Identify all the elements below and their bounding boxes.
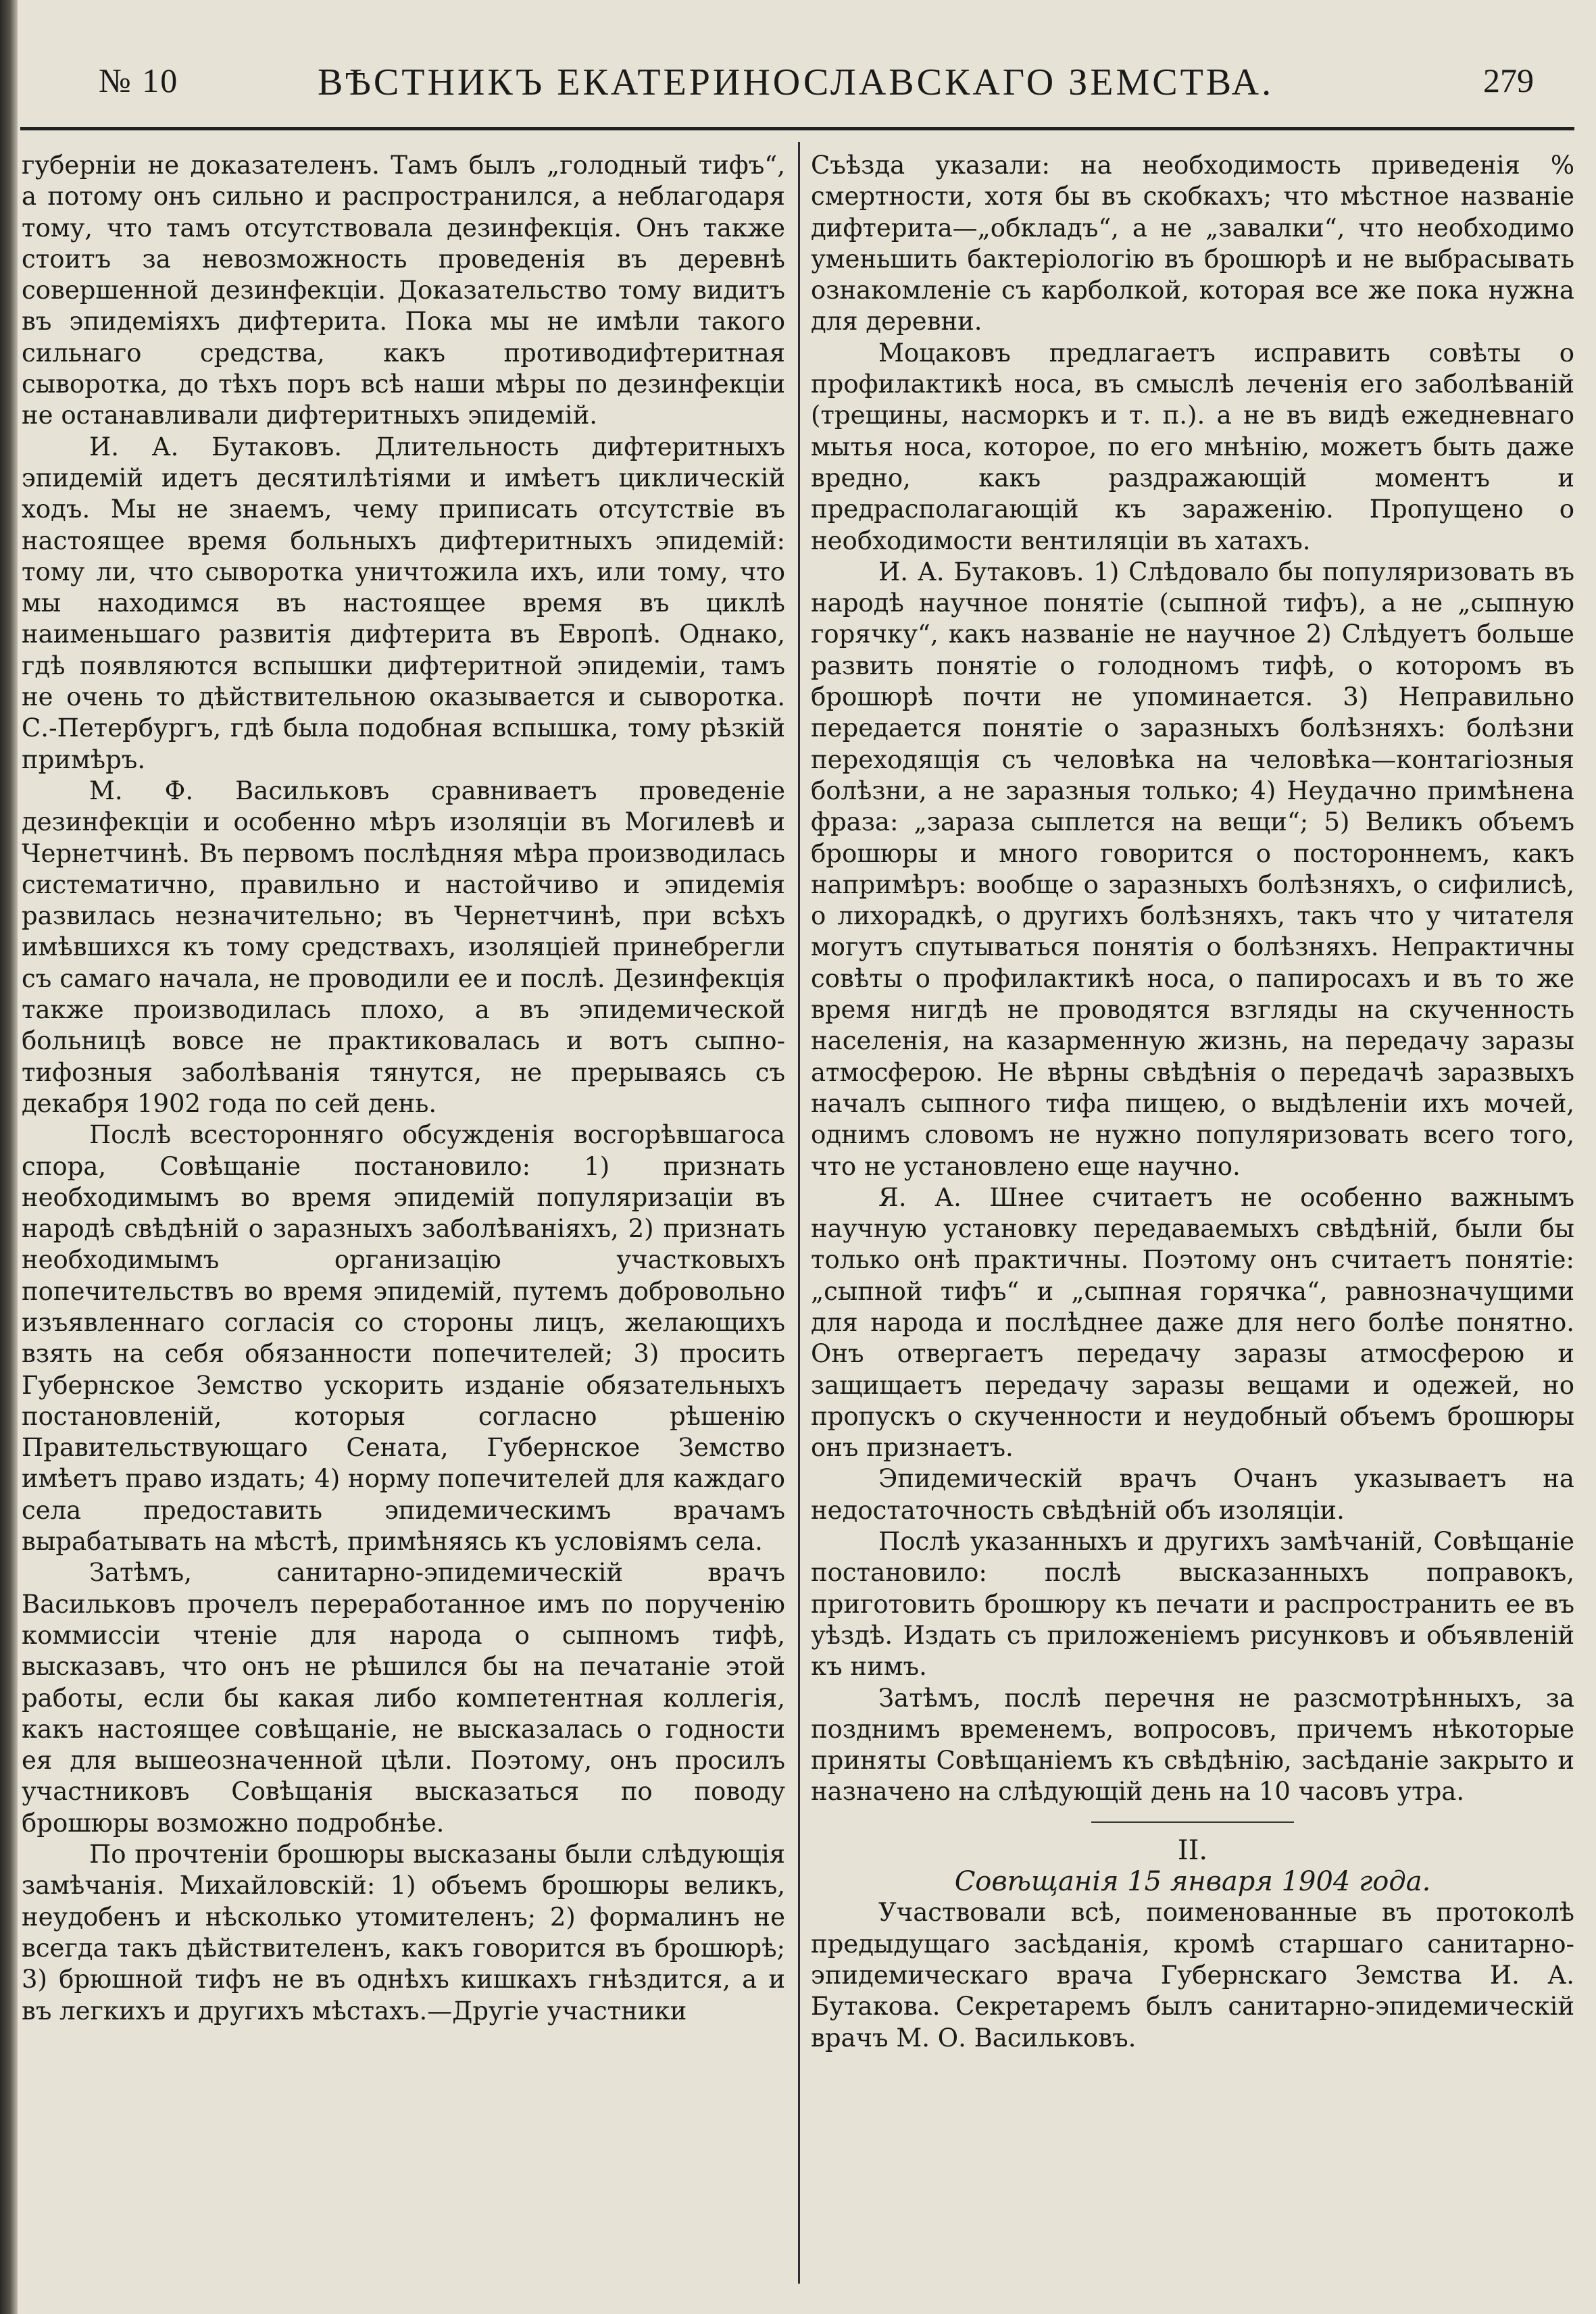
issue-number: № 10: [99, 61, 179, 99]
paragraph: Съѣзда указали: на необходимость приведенія % смертности, хотя бы въ скобкахъ; что мѣстное названіе дифтерита—„обкладъ“, а не „завалки“, что необходимо уменьшить бактеріологію въ брошюрѣ и не выбрасывать ознакомленіе съ карболкой, которая все же пока нужна для деревни.: [811, 151, 1574, 336]
paragraph: По прочтеніи брошюры высказаны были слѣдующія замѣчанія. Михайловскій: 1) объемъ брошюры великъ, неудобенъ и нѣсколько утомителенъ; 2) формалинъ не всегда такъ дѣйствителенъ, какъ говорится въ брошюрѣ; 3) брюшной тифъ не въ однѣхъ кишкахъ гнѣздится, а и въ легкихъ и другихъ мѣстахъ.—Другіе участники: [22, 1840, 785, 2026]
column-divider: [798, 142, 800, 2284]
paragraph: Послѣ всесторонняго обсужденія восгорѣвшагоса спора, Совѣщаніе постановило: 1) признать необходимымъ во время эпидемій популяризаціи въ народѣ свѣдѣній о заразныхъ заболѣваніяхъ, 2) признать необходимымъ организацію участковыхъ попечительствъ во время эпидемій, путемъ добровольно изъявленнаго согласія со стороны лицъ, желающихъ взять на себя обязанности попечителей; 3) просить Губернское Земство ускорить изданіе обязательныхъ постановленій, которыя согласно рѣшенію Правительствующаго Сената, Губернское Земство имѣетъ право издать; 4) норму попечителей для каждаго села предоставить эпидемическимъ врачамъ вырабатывать на мѣстѣ, примѣняясь къ условіямъ села.: [22, 1120, 785, 1557]
paragraph: губерніи не доказателенъ. Тамъ былъ „голодный тифъ“, а потому онъ сильно и распространился, а неблагодаря тому, что тамъ отсутствовала дезинфекція. Онъ также стоитъ за невозможность проведенія въ деревнѣ совершенной дезинфекціи. Доказательство тому видитъ въ эпидеміяхъ дифтерита. Пока мы не имѣли такого сильнаго средства, какъ противодифтеритная сыворотка, до тѣхъ поръ всѣ наши мѣры по дезинфекціи не останавливали дифтеритныхъ эпидемій.: [22, 151, 785, 430]
paragraph: И. А. Бутаковъ. 1) Слѣдовало бы популяризовать въ народѣ научное понятіе (сыпной тифъ), а не „сыпную горячку“, какъ названіе не научное 2) Слѣдуетъ больше развить понятіе о голодномъ тифѣ, о которомъ въ брошюрѣ почти не упоминается. 3) Неправильно передается понятіе о заразныхъ болѣзняхъ: болѣзни переходящія съ человѣка на человѣка—контагіозныя болѣзни, а не заразныя только; 4) Неудачно примѣнена фраза: „зараза сыплется на вещи“; 5) Великъ объемъ брошюры и много говорится о постороннемъ, какъ напримѣръ: вообще о заразныхъ болѣзняхъ, о сифилисѣ, о лихорадкѣ, о другихъ болѣзняхъ, такъ что у читателя могутъ спутываться понятія о болѣзняхъ. Непрактичны совѣты о профилактикѣ носа, о папиросахъ и въ то же время нигдѣ не проводятся взгляды на скученность населенія, на казарменную жизнь, на передачу заразы атмосферою. Не вѣрны свѣдѣнія о передачѣ заразвыхъ началъ сыпного тифа пищею, о выдѣленіи ихъ мочей, однимъ словомъ не нужно популяризовать всего того, что не установлено еще научно.: [811, 557, 1574, 1181]
paragraph: Эпидемическій врачъ Очанъ указываетъ на недостаточность свѣдѣній объ изоляціи.: [811, 1464, 1574, 1525]
paragraph: Затѣмъ, санитарно-эпидемическій врачъ Васильковъ прочелъ переработанное имъ по порученію коммиссіи чтеніе для народа о сыпномъ тифѣ, высказавъ, что онъ не рѣшился бы на печатаніе этой работы, если бы какая либо компетентная коллегія, какъ настоящее совѣщаніе, не высказалась о годности ея для вышеозначенной цѣли. Поэтому, онъ просилъ участниковъ Совѣщанія высказаться по поводу брошюры возможно подробнѣе.: [22, 1558, 785, 1838]
paragraph: Затѣмъ, послѣ перечня не разсмотрѣнныхъ, за позднимъ временемъ, вопросовъ, причемъ нѣкоторые приняты Совѣщаніемъ къ свѣдѣнію, засѣданіе закрыто и назначено на слѣдующій день на 10 часовъ утра.: [811, 1683, 1574, 1807]
page-number: 279: [1483, 61, 1534, 99]
paragraph: Моцаковъ предлагаетъ исправить совѣты о профилактикѣ носа, въ смыслѣ леченія его заболѣваній (трещины, насморкъ и т. п.). а не въ видѣ ежедневнаго мытья носа, которое, по его мнѣнію, можетъ быть даже вредно, какъ раздражающій моментъ и предрасполагающій къ зараженію. Пропущено о необходимости вентиляціи въ хатахъ.: [811, 338, 1574, 555]
paragraph: М. Ф. Васильковъ сравниваетъ проведеніе дезинфекціи и особенно мѣръ изоляціи въ Могилевѣ и Чернетчинѣ. Въ первомъ послѣдняя мѣра производилась систематично, правильно и настойчиво и эпидемія развилась незначительно; въ Чернетчинѣ, при всѣхъ имѣвшихся къ тому средствахъ, изоляціей принебрегли съ самаго начала, не проводили ее и послѣ. Дезинфекція также производилась плохо, а въ эпидемической больницѣ вовсе не практиковалась и вотъ сыпно-тифозныя заболѣванія тянутся, не прерываясь съ декабря 1902 года по сей день.: [22, 776, 785, 1118]
paragraph: Участвовали всѣ, поименованные въ протоколѣ предыдущаго засѣданія, кромѣ старшаго санитарно-эпидемическаго врача Губернскаго Земства И. А. Бутакова. Секретаремъ былъ санитарно-эпидемическій врачъ М. О. Васильковъ.: [811, 1898, 1574, 2053]
journal-title: ВѢСТНИКЪ ЕКАТЕРИНОСЛАВСКАГО ЗЕМСТВА.: [318, 61, 1274, 103]
page-header: [47, 54, 1561, 115]
left-column: [22, 150, 785, 2292]
section-title: Совѣщанія 15 января 1904 года.: [954, 1866, 1431, 1898]
header-rule: [20, 127, 1574, 130]
section-number: II.: [1177, 1834, 1208, 1866]
paragraph: Я. А. Шнее считаетъ не особенно важнымъ научную установку передаваемыхъ свѣдѣній, были бы только онѣ практичны. Поэтому онъ считаетъ понятіе: „сыпной тифъ“ и „сыпная горячка“, равнозначущими для народа и послѣднее даже для него болѣе понятно. Онъ отвергаетъ передачу заразы атмосферою и защищаетъ передачу заразы вещами и одежей, но пропускъ о скученности и неудобный объемъ брошюры онъ признаетъ.: [811, 1182, 1574, 1463]
page-binding-edge: [0, 0, 18, 2314]
section-divider: [1091, 1821, 1294, 1823]
right-column: [811, 150, 1574, 2292]
paragraph: Послѣ указанныхъ и другихъ замѣчаній, Совѣщаніе постановило: послѣ высказанныхъ поправокъ, приготовить брошюру къ печати и распространить ее въ уѣздѣ. Издать съ приложеніемъ рисунковъ и объявленій къ нимъ.: [811, 1527, 1574, 1682]
paragraph: И. А. Бутаковъ. Длительность дифтеритныхъ эпидемій идетъ десятилѣтіями и имѣетъ циклическій ходъ. Мы не знаемъ, чему приписать отсутствіе въ настоящее время больныхъ дифтеритныхъ эпидемій: тому ли, что сыворотка уничтожила ихъ, или тому, что мы находимся въ настоящее время въ циклѣ наименьшаго развитія дифтерита въ Европѣ. Однако, гдѣ появляются вспышки дифтеритной эпидеміи, тамъ не очень то дѣйствительною оказывается и сыворотка. С.-Петербургъ, гдѣ была подобная вспышка, тому рѣзкій примѣръ.: [22, 432, 785, 774]
